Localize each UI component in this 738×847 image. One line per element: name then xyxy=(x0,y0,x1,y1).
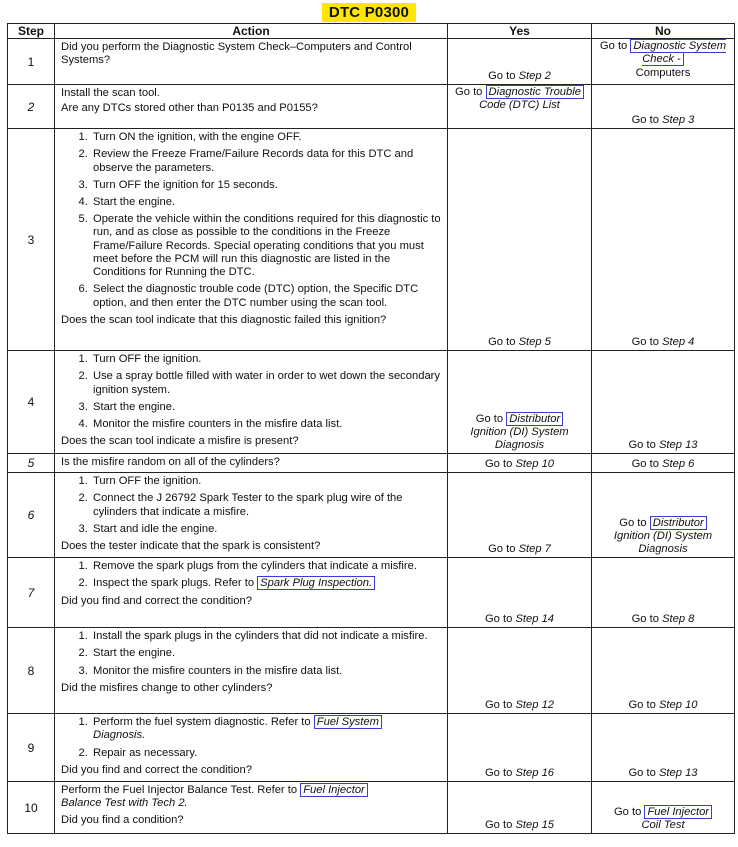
procedure-list xyxy=(61,630,443,678)
header-yes: Yes xyxy=(448,24,592,39)
action-cell xyxy=(55,558,448,628)
procedure-step: 3. Start the engine. xyxy=(91,401,443,414)
title-bar xyxy=(0,3,738,22)
procedure-step: 1. Turn ON the ignition, with the engine OFF. xyxy=(91,131,443,144)
procedure-list xyxy=(61,560,443,590)
link-continuation: Balance Test with Tech 2. xyxy=(61,797,188,810)
goto-text: Go to xyxy=(619,516,647,529)
action-cell xyxy=(55,454,448,473)
no-cell xyxy=(592,85,735,129)
action-cell xyxy=(55,351,448,454)
action-cell xyxy=(55,39,448,85)
step-ref[interactable]: Step 3 xyxy=(662,113,695,126)
procedure-step: 2. Connect the J 26792 Spark Tester to the spark plug wire of the cylinders that indicate a misfire. xyxy=(91,492,443,518)
step-ref[interactable]: Step 4 xyxy=(662,335,695,348)
step-ref[interactable]: Step 7 xyxy=(518,542,551,555)
step-ref[interactable]: Step 10 xyxy=(658,698,698,711)
yes-cell xyxy=(448,628,592,714)
goto-text: Go to xyxy=(484,457,513,470)
procedure-step-text: Perform the fuel system diagnostic. Refer to xyxy=(93,716,311,729)
action-question: Did you find and correct the condition? xyxy=(61,763,252,776)
procedure-step: 1. Remove the spark plugs from the cylinders that indicate a misfire. xyxy=(91,560,443,573)
header-action: Action xyxy=(55,24,448,39)
action-question: Does the scan tool indicate a misfire is present? xyxy=(61,435,299,448)
distributor-ignition-link[interactable]: Distributor xyxy=(650,516,707,530)
action-cell xyxy=(55,782,448,834)
table-row xyxy=(8,351,735,454)
table-row xyxy=(8,782,735,834)
step-ref[interactable]: Step 15 xyxy=(515,818,555,831)
link-continuation: Ignition (DI) System Diagnosis xyxy=(613,529,713,555)
link-continuation: Code (DTC) List xyxy=(479,99,560,112)
step-number: 7 xyxy=(8,558,55,628)
action-text: Did you perform the Diagnostic System Check–Computers and Control Systems? xyxy=(61,41,412,67)
procedure-step: 4. Start the engine. xyxy=(91,196,443,209)
procedure-step: 3. Monitor the misfire counters in the misfire data list. xyxy=(91,665,443,678)
yes-cell xyxy=(448,129,592,351)
step-number: 6 xyxy=(8,473,55,558)
fuel-injector-coil-link[interactable]: Fuel Injector xyxy=(644,805,712,819)
goto-text: Go to xyxy=(628,438,656,451)
dtc-list-link[interactable]: Diagnostic Trouble xyxy=(486,85,584,99)
procedure-step: 1. Turn OFF the ignition. xyxy=(91,353,443,366)
procedure-step xyxy=(91,716,443,742)
goto-text: Go to xyxy=(631,335,659,348)
action-text: Install the scan tool. xyxy=(61,87,160,100)
diagnostic-system-check-link[interactable]: Diagnostic System Check - xyxy=(630,39,726,66)
action-question: Are any DTCs stored other than P0135 and P0155? xyxy=(61,102,318,115)
action-cell xyxy=(55,628,448,714)
goto-text: Go to xyxy=(631,113,659,126)
procedure-step: 6. Select the diagnostic trouble code (DTC) option, the Specific DTC option, and then enter the DTC number using the scan tool. xyxy=(91,283,443,309)
yes-cell xyxy=(448,351,592,454)
yes-cell xyxy=(448,85,592,129)
no-cell xyxy=(592,714,735,782)
step-ref[interactable]: Step 13 xyxy=(658,766,698,779)
procedure-list xyxy=(61,716,443,760)
action-cell xyxy=(55,473,448,558)
action-question: Did you find and correct the condition? xyxy=(61,594,252,607)
step-ref[interactable]: Step 16 xyxy=(515,766,555,779)
no-cell xyxy=(592,782,735,834)
no-cell xyxy=(592,558,735,628)
procedure-list xyxy=(61,475,443,536)
action-question: Did you find a condition? xyxy=(61,813,184,826)
procedure-step: 2. Use a spray bottle filled with water in order to wet down the secondary ignition system. xyxy=(91,370,443,396)
step-ref[interactable]: Step 12 xyxy=(515,698,555,711)
procedure-step: 2. Repair as necessary. xyxy=(91,747,443,760)
table-row xyxy=(8,129,735,351)
step-ref[interactable]: Step 14 xyxy=(515,612,555,625)
procedure-step: 1. Install the spark plugs in the cylinders that did not indicate a misfire. xyxy=(91,630,443,643)
dtc-table xyxy=(7,23,735,834)
link-continuation: Computers xyxy=(635,66,691,79)
no-cell xyxy=(592,628,735,714)
spark-plug-inspection-link[interactable]: Spark Plug Inspection. xyxy=(257,576,375,590)
action-question: Does the tester indicate that the spark is consistent? xyxy=(61,540,321,553)
table-row xyxy=(8,85,735,129)
procedure-list xyxy=(61,353,443,431)
goto-text: Go to xyxy=(488,542,516,555)
goto-text: Go to xyxy=(484,818,513,831)
action-text xyxy=(61,784,443,810)
page-title: DTC P0300 xyxy=(322,3,416,22)
step-number: 9 xyxy=(8,714,55,782)
table-row xyxy=(8,558,735,628)
table-row xyxy=(8,714,735,782)
step-ref[interactable]: Step 10 xyxy=(515,457,555,470)
step-number: 1 xyxy=(8,39,55,85)
link-continuation: Diagnosis. xyxy=(93,729,146,742)
action-text-lead: Perform the Fuel Injector Balance Test. Refer to xyxy=(61,784,298,797)
table-row xyxy=(8,473,735,558)
step-ref[interactable]: Step 13 xyxy=(658,438,698,451)
procedure-step: 1. Turn OFF the ignition. xyxy=(91,475,443,488)
procedure-step: 3. Turn OFF the ignition for 15 seconds. xyxy=(91,179,443,192)
yes-cell xyxy=(448,39,592,85)
step-ref[interactable]: Step 8 xyxy=(662,612,695,625)
yes-cell xyxy=(448,558,592,628)
procedure-step: 2. Review the Freeze Frame/Failure Records data for this DTC and observe the parameters. xyxy=(91,148,443,174)
procedure-step: 5. Operate the vehicle within the conditions required for this diagnostic to run, and as close as possible to the conditions in the Freeze Frame/Failure Records. Special operating conditions that you must meet before the PCM will run this diagnostic are listed in the Conditions for Running the DTC. xyxy=(91,213,443,279)
step-ref[interactable]: Step 6 xyxy=(662,457,695,470)
step-number: 2 xyxy=(8,85,55,129)
no-cell xyxy=(592,351,735,454)
step-number: 4 xyxy=(8,351,55,454)
goto-text: Go to xyxy=(484,766,513,779)
procedure-step xyxy=(91,577,443,590)
yes-cell xyxy=(448,454,592,473)
goto-text: Go to xyxy=(613,805,642,818)
goto-text: Go to xyxy=(488,69,516,82)
no-cell xyxy=(592,129,735,351)
link-continuation: Ignition (DI) System Diagnosis xyxy=(470,425,569,451)
no-cell xyxy=(592,473,735,558)
procedure-step: 2. Start the engine. xyxy=(91,647,443,660)
goto-text: Go to xyxy=(475,412,504,425)
header-no: No xyxy=(592,24,735,39)
step-number: 8 xyxy=(8,628,55,714)
step-number: 10 xyxy=(8,782,55,834)
yes-cell xyxy=(448,714,592,782)
action-cell xyxy=(55,85,448,129)
no-cell xyxy=(592,454,735,473)
action-question: Is the misfire random on all of the cylinders? xyxy=(61,456,280,469)
link-continuation: Coil Test xyxy=(641,818,685,831)
procedure-list xyxy=(61,131,443,310)
table-row xyxy=(8,454,735,473)
goto-text: Go to xyxy=(484,612,513,625)
goto-text: Go to xyxy=(455,86,483,99)
step-ref[interactable]: Step 5 xyxy=(518,335,551,348)
fuel-system-diagnosis-link[interactable]: Fuel System xyxy=(314,715,382,729)
goto-text: Go to xyxy=(631,612,659,625)
goto-text: Go to xyxy=(488,335,516,348)
goto-text: Go to xyxy=(599,40,628,53)
action-cell xyxy=(55,129,448,351)
yes-cell xyxy=(448,473,592,558)
goto-text: Go to xyxy=(631,457,659,470)
action-cell xyxy=(55,714,448,782)
table-row xyxy=(8,39,735,85)
table-row xyxy=(8,628,735,714)
action-question: Did the misfires change to other cylinders? xyxy=(61,681,273,694)
step-ref[interactable]: Step 2 xyxy=(518,69,551,82)
yes-cell xyxy=(448,782,592,834)
goto-text: Go to xyxy=(484,698,513,711)
header-step: Step xyxy=(8,24,55,39)
header-row xyxy=(8,24,735,39)
procedure-step: 4. Monitor the misfire counters in the misfire data list. xyxy=(91,418,443,431)
distributor-ignition-link[interactable]: Distributor xyxy=(506,412,563,426)
action-question: Does the scan tool indicate that this diagnostic failed this ignition? xyxy=(61,313,387,326)
step-number: 5 xyxy=(8,454,55,473)
fuel-injector-balance-link[interactable]: Fuel Injector xyxy=(300,783,368,797)
procedure-step-text: Inspect the spark plugs. Refer to xyxy=(93,577,255,590)
goto-text: Go to xyxy=(628,698,656,711)
procedure-step: 3. Start and idle the engine. xyxy=(91,523,443,536)
no-cell xyxy=(592,39,735,85)
goto-text: Go to xyxy=(628,766,656,779)
step-number: 3 xyxy=(8,129,55,351)
